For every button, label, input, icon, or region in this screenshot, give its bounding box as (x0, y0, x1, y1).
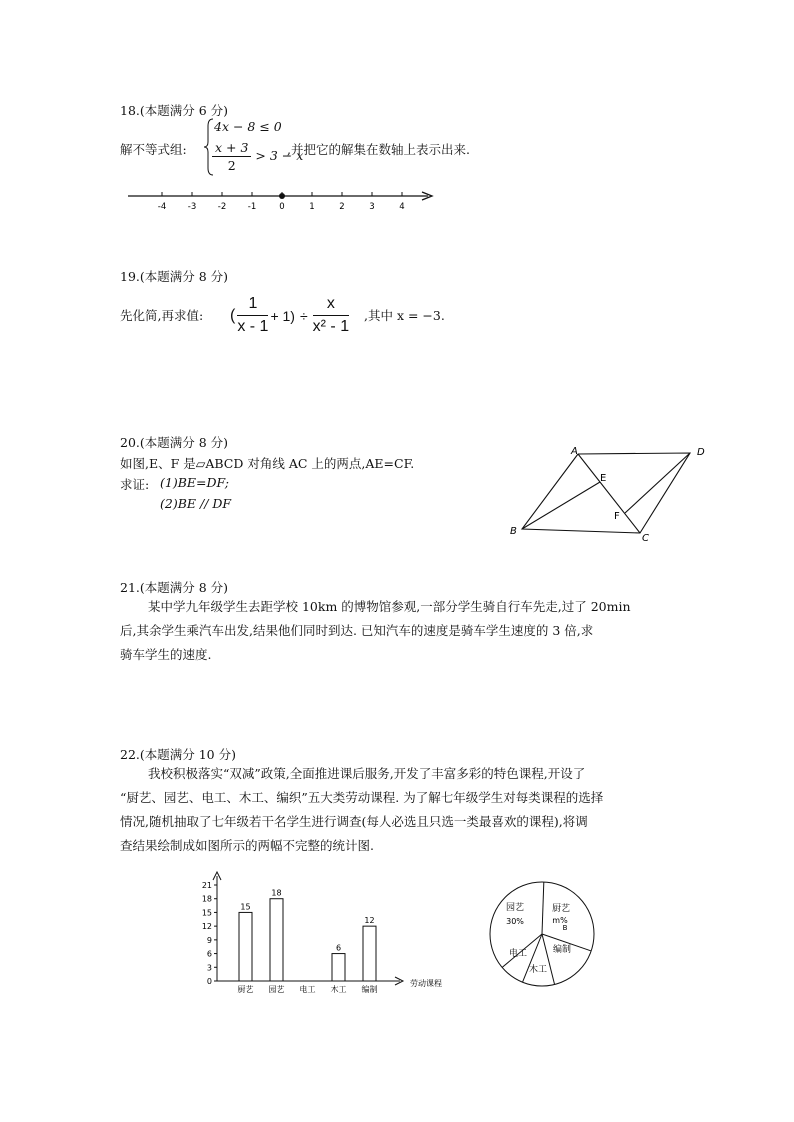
bar-chart-y-tick-label: 21 (201, 881, 212, 890)
point-a-label: A (571, 446, 578, 457)
q19-frac2-den: x² - 1 (312, 318, 350, 335)
bar-data-label: 6 (335, 943, 342, 953)
q20-proof1: (1)BE=DF; (160, 475, 229, 490)
bar-chart-y-tick-label: 6 (206, 949, 212, 959)
number-line-tick-label: -3 (187, 202, 197, 212)
q18-prompt: 解不等式组: (120, 142, 187, 157)
number-line-tick-label: -1 (247, 202, 257, 212)
number-line (120, 184, 440, 214)
bar-chart-y-tick-label: 0 (206, 977, 212, 986)
point-b-label: B (510, 526, 517, 537)
number-line-tick-label: 0 (279, 202, 285, 212)
bar-chart (195, 870, 455, 995)
bar (239, 912, 252, 981)
q21-line-2: 后,其余学生乘汽车出发,结果他们同时到达. 已知汽车的速度是骑车学生速度的 3 倍,求 (120, 623, 594, 638)
bar-chart-y-tick-label: 3 (206, 963, 212, 973)
q19-frac1-num: 1 (237, 293, 268, 316)
q19-header: 19.(本题满分 8 分) (120, 269, 229, 284)
q18-ineq2-den: 2 (227, 158, 236, 173)
q19-condition: ,其中 x = −3. (364, 308, 445, 323)
q19-div: ÷ (299, 307, 308, 324)
q18-header: 18.(本题满分 6 分) (120, 103, 229, 118)
pie-slice-value: m% (552, 916, 568, 925)
point-c-label: C (642, 533, 649, 543)
q18-ineq2-rest: > 3 − x (255, 148, 304, 163)
bar (332, 954, 345, 981)
pie-slice-label: 园艺 (505, 903, 525, 913)
bar-category-label: 园艺 (268, 985, 285, 994)
pie-chart (488, 880, 598, 990)
number-line-tick-label: 3 (369, 202, 375, 212)
q21-header: 21.(本题满分 8 分) (120, 580, 229, 595)
number-line-tick-label: 2 (339, 202, 345, 212)
q22-header: 22.(本题满分 10 分) (120, 747, 236, 762)
q19-frac1-den: x - 1 (237, 318, 269, 335)
number-line-origin-dot (279, 193, 285, 199)
bar-data-label: 12 (364, 916, 375, 926)
bar-category-label: 木工 (330, 985, 347, 994)
q19-frac2-num: x (313, 293, 349, 316)
diagonal-ac (578, 454, 640, 533)
point-f-label: F (614, 511, 620, 522)
bar-category-label: 厨艺 (237, 985, 254, 994)
number-line-tick-label: -2 (217, 202, 227, 212)
bar-category-label: 编制 (361, 985, 378, 994)
bar-data-label: 18 (271, 888, 282, 898)
q20-header: 20.(本题满分 8 分) (120, 435, 229, 450)
point-e-label: E (600, 473, 607, 484)
parallelogram-abcd (522, 453, 690, 533)
pie-slice-label: 木工 (528, 965, 548, 975)
pie-slice-label: 电工 (508, 949, 528, 959)
q22-body (120, 762, 685, 858)
number-line-tick-label: 4 (399, 202, 405, 212)
q22-line-1: 我校积极落实“双减”政策,全面推进课后服务,开发了丰富多彩的特色课程,开设了 (148, 766, 586, 781)
bar-category-label: 电工 (299, 985, 316, 994)
q22-line-3: 情况,随机抽取了七年级若干名学生进行调查(每人必选且只选一类最喜欢的课程),将调 (120, 814, 588, 829)
bar-data-label: 15 (240, 902, 251, 912)
q19-plus-one: + 1) (270, 307, 295, 324)
bar-chart-y-tick-label: 9 (206, 935, 212, 945)
bar-chart-x-label: 劳动课程 (410, 979, 442, 988)
q20-line1: 如图,E、F 是▱ABCD 对角线 AC 上的两点,AE=CF. (120, 456, 415, 471)
bar-chart-y-tick-label: 18 (201, 894, 212, 904)
q21-body (120, 595, 680, 667)
q20-proof2: (2)BE // DF (160, 496, 232, 511)
q19-expression (230, 293, 349, 338)
q22-line-2: “厨艺、园艺、电工、木工、编织”五大类劳动课程. 为了解七年级学生对每类课程的选择 (120, 790, 604, 805)
number-line-tick-label: 1 (309, 202, 315, 212)
q18-suffix: ,并把它的解集在数轴上表示出来. (287, 142, 470, 157)
q21-line-1: 某中学九年级学生去距学校 10km 的博物馆参观,一部分学生骑自行车先走,过了 20min (148, 599, 631, 614)
q18-ineq1: 4x − 8 ≤ 0 (214, 119, 282, 134)
q20-line2-label: 求证: (120, 477, 150, 492)
bar (363, 926, 376, 981)
bar-chart-y-tick-label: 15 (201, 908, 212, 918)
q19-open-paren: ( (230, 306, 236, 324)
number-line-tick-label: -4 (157, 202, 167, 212)
parallelogram-figure (508, 443, 718, 543)
pie-center-label: B (562, 924, 568, 932)
pie-slice-label: 厨艺 (551, 904, 571, 914)
bar (270, 899, 283, 981)
point-d-label: D (697, 447, 705, 458)
q19-prompt: 先化简,再求值: (120, 308, 204, 323)
pie-slice-label: 编制 (552, 945, 572, 955)
q18-ineq2-num: x + 3 (212, 139, 251, 157)
q22-line-4: 查结果绘制成如图所示的两幅不完整的统计图. (120, 838, 374, 853)
pie-slice-value: 30% (506, 917, 524, 926)
q21-line-3: 骑车学生的速度. (120, 647, 212, 662)
bar-chart-y-tick-label: 12 (201, 922, 212, 932)
segment-be (522, 482, 600, 529)
